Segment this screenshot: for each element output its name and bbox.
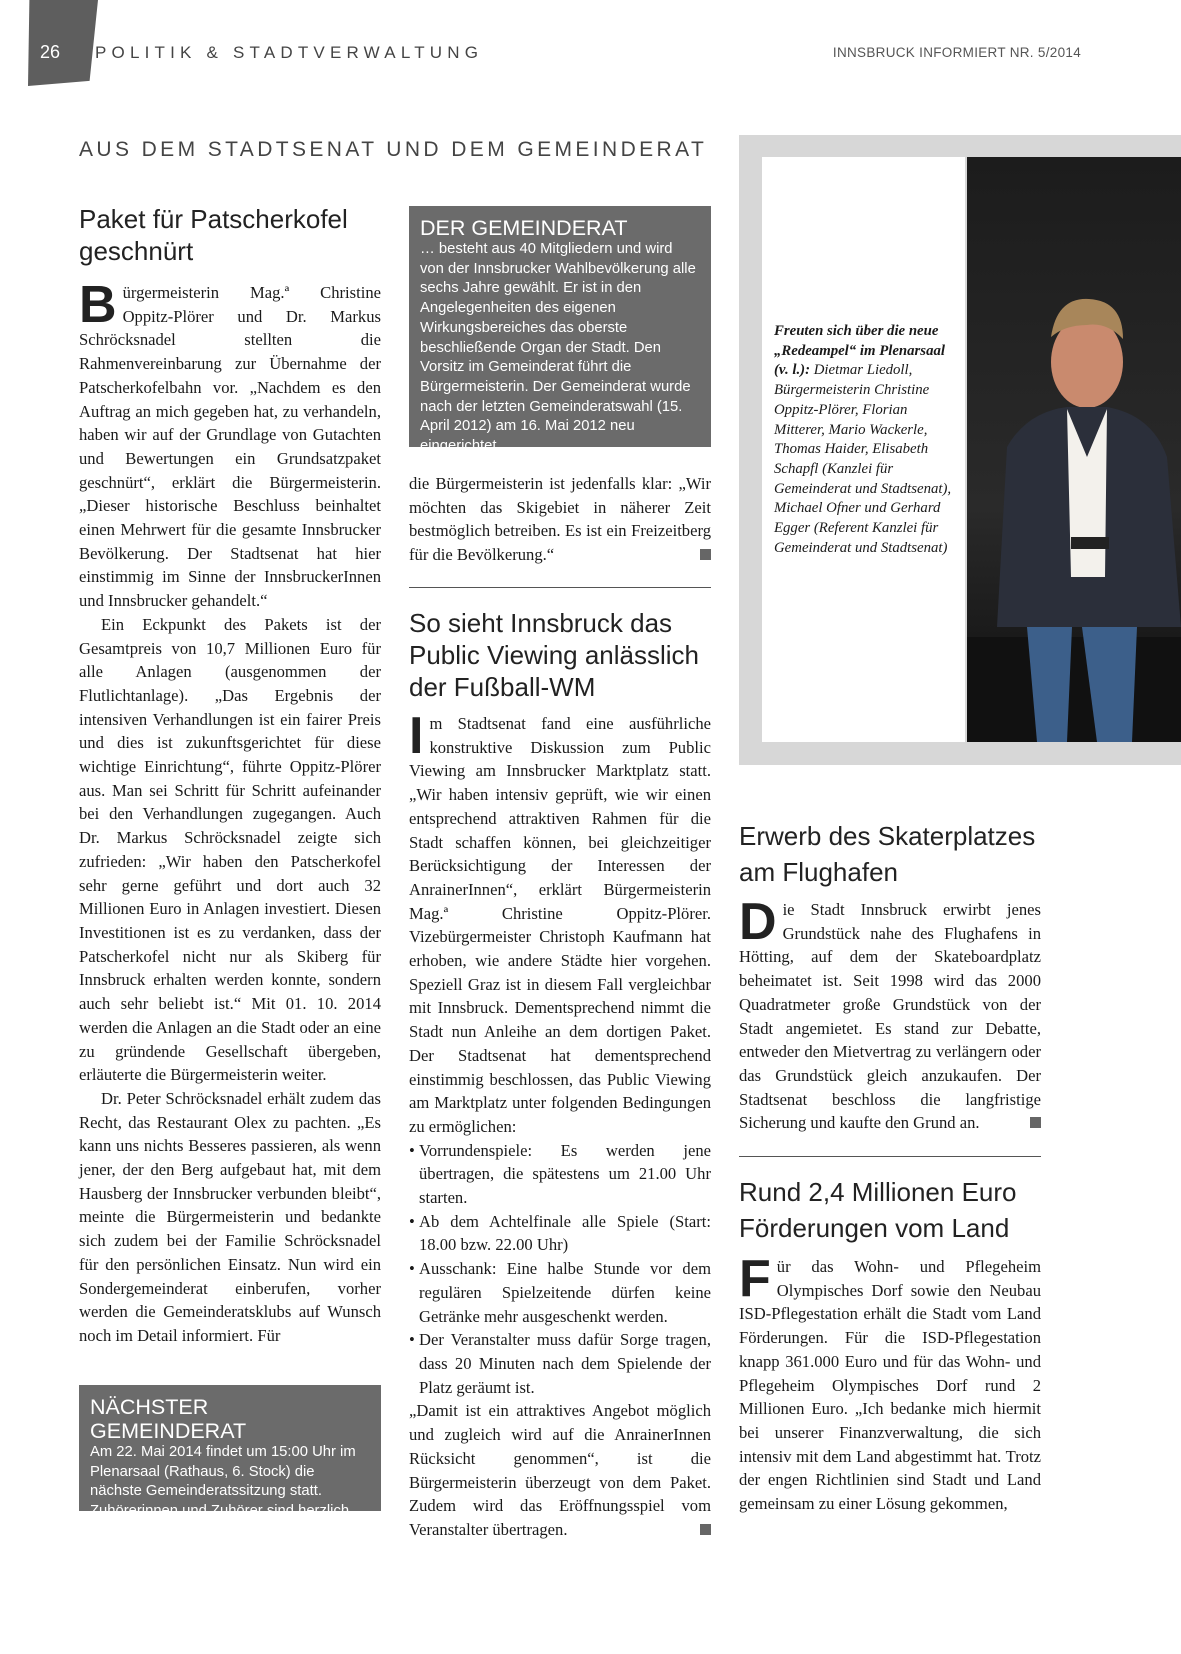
- headline: So sieht Innsbruck das Public Viewing anlässlich der Fußball-WM: [409, 608, 700, 702]
- list-item: • Vorrundenspiele: Es werden jene übertragen, die spätestens um 21.00 Uhr starten.: [409, 1139, 711, 1210]
- page-tab: [28, 0, 98, 86]
- end-mark: [1030, 1117, 1041, 1128]
- article-skaterplatz: [739, 818, 1041, 1135]
- article-continuation: [409, 472, 711, 567]
- paragraph: die Bürgermeisterin ist jedenfalls klar: „Wir möchten das Skigebiet in näherer Zeit bestmöglich betreiben. Es ist ein Freizeitberg für die Bevölkerung.“: [409, 474, 711, 565]
- list-item: • Ab dem Achtelfinale alle Spiele (Start: 18.00 bzw. 22.00 Uhr): [409, 1210, 711, 1257]
- ressort-title: POLITIK & STADTVERWALTUNG: [95, 43, 484, 62]
- article-public-viewing: [409, 607, 711, 1542]
- paragraph: ür das Wohn- und Pflegeheim Olympisches Dorf sowie den Neubau ISD-Pflegestation erhält die Stadt vom Land Förderungen. Für die ISD-Pflegestation knapp 361.000 Euro und für das Wohn- und Pflegeheim Olympisches Dorf rund 2 Millionen Euro. „Ich bedanke mich hiermit bei unserer Finanzverwaltung, die sich intensiv mit dem Land abgestimmt hat. Trotz der engen Richtlinien sind Stadt und Land gemeinsam zu einer Lösung gekommen,: [739, 1257, 1041, 1514]
- dropcap: I: [409, 707, 424, 765]
- paragraph: Bürgermeisterin Mag.ª Christine Oppitz-Plörer und Dr. Markus Schröcksnadel stellten die Rahmenvereinbarung zur Übernahme der Patscherkofelbahn vor. „Nachdem es den Auftrag an mich gegeben hat, zu verhandeln, haben wir auf der Grundlage von Gutachten und Bewertungen ein Grundsatzpaket geschnürt“, erklärt die Bürgermeisterin. „Dieser historische Beschluss beinhaltet einen Mehrwert für die gesamte Innsbrucker Bevölkerung. Der Stadtsenat hat hier einstimmig im Sinne der InnsbruckerInnen und Innsbrucker gehandelt.“: [79, 276, 381, 611]
- photo-caption-panel: [762, 157, 965, 742]
- divider: [739, 1156, 1041, 1157]
- issue-label: INNSBRUCK INFORMIERT NR. 5/2014: [832, 45, 1081, 60]
- page-number: 26: [40, 42, 61, 62]
- paragraph: Im Stadtsenat fand eine ausführliche konstruktive Diskussion zum Public Viewing am Innsbrucker Marktplatz statt. „Wir haben intensiv geprüft, wie wir einen entsprechend attraktiven Rahmen für die Stadt schaffen können, bei gleichzeitiger Berücksichtigung der Interessen der AnrainerInnen“, erklärt Bürgermeisterin Mag.ª Christine Oppitz-Plörer. Vizebürgermeister Christoph Kaufmann hat erhoben, wie andere Städte hier vorgehen. Speziell Graz ist in diesem Fall vergleichbar mit Innsbruck. Dementsprechend nimmt die Stadt nun Anleihe an dem dortigen Paket. Der Stadtsenat hat dementsprechend einstimmig beschlossen, das Public Viewing am Marktplatz unter folgenden Bedingungen zu ermöglichen:: [409, 707, 711, 1136]
- article-patscherkofel: [79, 203, 381, 1348]
- end-mark: [700, 549, 711, 560]
- paragraph: ie Stadt Innsbruck erwirbt jenes Grundstück nahe des Flughafens in Hötting, auf dem der Skateboardplatz beheimatet ist. Seit 1998 wird das 2000 Quadratmeter große Grundstück von der Stadt angemietet. Es stand zur Debatte, entweder den Mietvertrag zu verlängern oder das Grundstück gleich anzukaufen. Der Stadtsenat beschloss die langfristige Sicherung und kaufte den Grund an.: [739, 900, 1041, 1133]
- box-title: NÄCHSTER GEMEINDERAT: [90, 1395, 247, 1443]
- paragraph: Dr. Peter Schröcksnadel erhält zudem das Recht, das Restaurant Olex zu pachten. „Es kann uns nichts Besseres passieren, als wenn jener, der den Berg aufgebaut hat, mit dem Hausberg der Innsbrucker verbunden bleibt“, meinte die Bürgermeisterin und bedankte sich zudem bei der Familie Schröcksnadel für den persönlichen Einsatz. Nun wird ein Sondergemeinderat einberufen, vorher werden die Gemeinderatsklubs auf Wunsch noch im Detail informiert. Für: [79, 1088, 381, 1345]
- paragraph: „Damit ist ein attraktives Angebot möglich und zugleich wird auf die AnrainerInnen Rücksicht genommen“, ist die Bürgermeisterin überzeugt von dem Paket. Zudem wird das Eröffnungsspiel vom Veranstalter übertragen.: [409, 1401, 711, 1539]
- dropcap: D: [739, 893, 777, 951]
- list-item: • Ausschank: Eine halbe Stunde vor dem regulären Spielzeitende dürfen keine Getränke mehr ausgeschenkt werden.: [409, 1257, 711, 1328]
- conditions-list: [409, 1139, 711, 1400]
- list-item: • Der Veranstalter muss dafür Sorge tragen, dass 20 Minuten nach dem Spielende der Platz geräumt ist.: [409, 1328, 711, 1399]
- headline: Rund 2,4 Millionen Euro Förderungen vom Land: [739, 1177, 1017, 1243]
- info-box-council: [409, 206, 711, 455]
- headline: Erwerb des Skaterplatzes am Flughafen: [739, 821, 1036, 887]
- person-photo-illustration: [967, 157, 1181, 742]
- box-text: Am 22. Mai 2014 findet um 15:00 Uhr im Plenarsaal (Rathaus, 6. Stock) die nächste Gemeinderatssitzung statt. Zuhörerinnen und Zuhörer sind herzlich eingeladen!: [90, 1444, 356, 1539]
- paragraph: Ein Eckpunkt des Pakets ist der Gesamtpreis von 10,7 Millionen Euro für alle Anlagen (ausgenommen der Flutlichtanlage). „Das Ergebnis der intensiven Verhandlungen ist ein fairer Preis und dies ist zukunftsgerichtet für diese wichtige Einrichtung“, führte Oppitz-Plörer aus. Man sei Schritt für Schritt aufeinander bei den Verhandlungen zugegangen. Auch Dr. Markus Schröcksnadel zeigte sich zufrieden: „Wir haben den Patscherkofel sehr gerne geführt und dort auch 32 Millionen Euro in Anlagen investiert. Diesen Investitionen ist es zu verdanken, dass der Patscherkofel nicht nur als Skiberg für Innsbruck erhalten werden konnte, sondern auch sehr beliebt ist.“ Mit 01. 10. 2014 werden die Anlagen an die Stadt oder an eine zu gründende Gesellschaft übergeben, erläuterte die Bürgermeisterin weiter.: [79, 614, 381, 1085]
- divider: [409, 587, 711, 588]
- photo: [967, 157, 1181, 742]
- box-title: DER GEMEINDERAT: [420, 216, 628, 240]
- photo-caption: Freuten sich über die neue „Redeampel“ im Plenarsaal (v. l.): Dietmar Liedoll, Bürgermeisterin Christine Oppitz-Plörer, Florian Mitterer, Mario Wackerle, Thomas Haider, Elisabeth Schapfl (Kanzlei für Gemeinderat und Stadtsenat), Michael Ofner und Gerhard Egger (Referent Kanzlei für Gemeinderat und Stadtsenat): [774, 323, 952, 556]
- box-text: … besteht aus 40 Mitgliedern und wird von der Innsbrucker Wahlbevölkerung alle sechs Jahre gewählt. Er ist in den Angelegenheiten des eigenen Wirkungsbereiches das oberste beschließende Organ der Stadt. Den Vorsitz im Gemeinderat führt die Bürgermeisterin. Der Gemeinderat wurde nach der letzten Gemeinderatswahl (15. April 2012) am 16. Mai 2012 neu eingerichtet.: [420, 241, 696, 455]
- dropcap: B: [79, 276, 117, 334]
- dropcap: F: [739, 1250, 771, 1308]
- info-box-next-council: [79, 1385, 381, 1539]
- end-mark: [700, 1524, 711, 1535]
- article-foerderungen: [739, 1174, 1041, 1516]
- section-title: AUS DEM STADTSENAT UND DEM GEMEINDERAT: [79, 138, 708, 161]
- headline: Paket für Patscherkofel geschnürt: [79, 204, 348, 266]
